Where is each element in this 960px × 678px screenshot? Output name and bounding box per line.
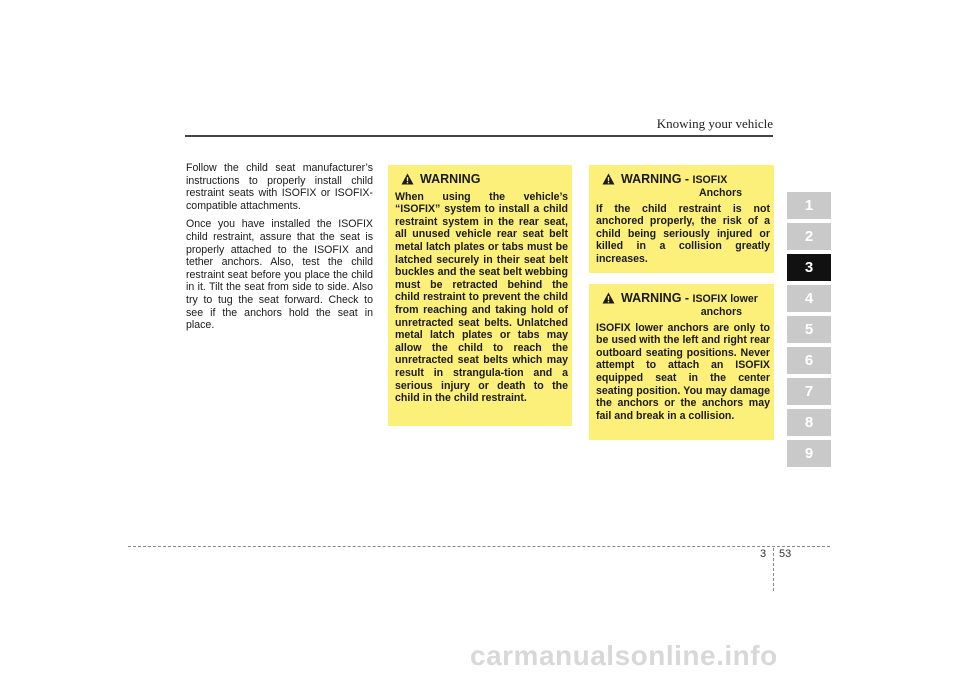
warning-subtitle-line2: anchors xyxy=(700,305,742,318)
footer-page-separator xyxy=(773,548,774,591)
watermark: carmanualsonline.info xyxy=(470,640,778,671)
chapter-tab-8[interactable]: 8 xyxy=(787,409,831,436)
warning-header xyxy=(401,172,568,187)
warning-title: WARNING - xyxy=(621,172,693,186)
chapter-tabs xyxy=(787,192,831,471)
header-divider xyxy=(185,135,773,137)
warning-subtitle: ISOFIX xyxy=(692,174,728,186)
warning-text: When using the vehicle’s “ISOFIX” system to install a child restraint system in the rear seat, all unused vehicle rear seat belt metal latch plates or tabs must be latched securely in their seat belt buckles and the seat belt webbing must be retracted behind the child restraint to prevent the child from reaching and taking hold of unretracted seat belts. Unlatched metal latch plates or tabs may allow the child to reach the unretracted seat belts which may result in strangula-tion and a serious injury or death to the child in the child restraint. xyxy=(395,190,568,405)
warning-box-isofix-lower-anchors xyxy=(589,284,774,440)
page-number: 53 xyxy=(779,548,792,560)
warning-text: If the child restraint is not anchored properly, the risk of a child being seriously injured or killed in a collision greatly increases. xyxy=(596,202,770,265)
body-paragraph: Follow the child seat manufacturer’s instructions to properly install child restraint seats with ISOFIX or ISOFIX-compatible attachments. xyxy=(186,162,373,212)
warning-title: WARNING xyxy=(420,172,481,186)
warning-title: WARNING - xyxy=(621,291,693,305)
page-chapter-number: 3 xyxy=(760,548,767,560)
chapter-tab-3[interactable]: 3 xyxy=(787,254,831,281)
body-paragraph: Once you have installed the ISOFIX child restraint, assure that the seat is properly attached to the ISOFIX and tether anchors. Also, test the child restraint seat before you place the child in it. Tilt the seat from side to side. Also try to tug the seat forward. Check to see if the anchors hold the seat in place. xyxy=(186,218,373,332)
warning-triangle-icon xyxy=(401,173,414,185)
section-title: Knowing your vehicle xyxy=(656,116,773,131)
warning-header xyxy=(602,172,770,199)
warning-triangle-icon xyxy=(602,292,615,304)
body-text-column xyxy=(186,162,373,338)
chapter-tab-7[interactable]: 7 xyxy=(787,378,831,405)
chapter-tab-6[interactable]: 6 xyxy=(787,347,831,374)
warning-subtitle-line2: Anchors xyxy=(699,186,742,199)
footer-divider xyxy=(128,546,830,547)
warning-box-seat-belts xyxy=(388,165,572,426)
warning-triangle-icon xyxy=(602,173,615,185)
chapter-tab-4[interactable]: 4 xyxy=(787,285,831,312)
chapter-tab-9[interactable]: 9 xyxy=(787,440,831,467)
warning-text: ISOFIX lower anchors are only to be used with the left and right rear outboard seating positions. Never attempt to attach an ISOFIX equipped seat in the center seating position. You may damage the anchors or the anchors may fail and break in a collision. xyxy=(596,321,770,422)
chapter-tab-2[interactable]: 2 xyxy=(787,223,831,250)
warning-header xyxy=(602,291,770,318)
chapter-tab-5[interactable]: 5 xyxy=(787,316,831,343)
warning-box-isofix-anchors xyxy=(589,165,774,273)
chapter-tab-1[interactable]: 1 xyxy=(787,192,831,219)
warning-subtitle: ISOFIX lower xyxy=(692,293,758,305)
